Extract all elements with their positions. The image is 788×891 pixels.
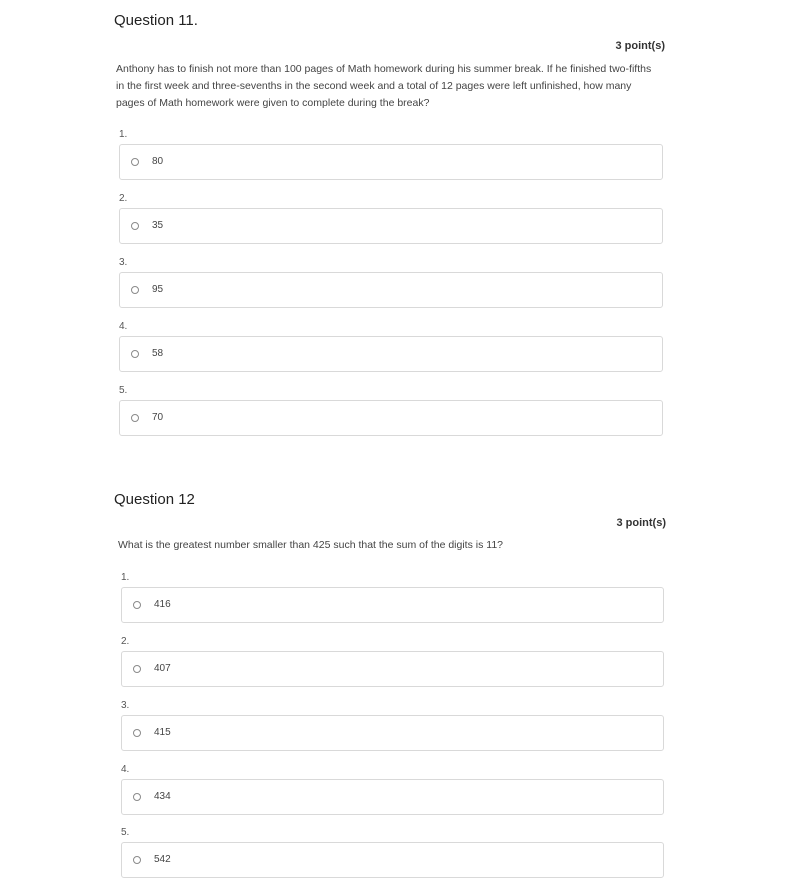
option-number: 1. [119, 129, 128, 140]
option-label: 70 [152, 412, 164, 423]
answer-option-3[interactable] [121, 715, 664, 751]
answer-option-5[interactable] [121, 842, 664, 878]
answer-option-1[interactable] [121, 587, 664, 623]
question-title: Question 12 [114, 491, 195, 508]
answer-option-1[interactable] [119, 144, 663, 180]
radio-button[interactable] [133, 793, 141, 801]
answer-option-3[interactable] [119, 272, 663, 308]
answer-option-5[interactable] [119, 400, 663, 436]
question-title: Question 11. [114, 12, 198, 29]
option-label: 415 [154, 727, 171, 738]
answer-option-4[interactable] [121, 779, 664, 815]
radio-button[interactable] [131, 414, 139, 422]
radio-button[interactable] [133, 601, 141, 609]
radio-button[interactable] [133, 729, 141, 737]
option-label: 407 [154, 663, 171, 674]
option-number: 4. [119, 321, 128, 332]
question-text: Anthony has to finish not more than 100 pages of Math homework during his summer break. If he finished two-fifths in the first week and three-sevenths in the second week and a total of 12 pages were left unfinished, how many pages of Math homework were given to complete during the break? [116, 63, 652, 109]
option-number: 4. [121, 764, 130, 775]
points-badge: 3 point(s) [616, 517, 666, 529]
option-number: 2. [121, 636, 130, 647]
radio-button[interactable] [131, 350, 139, 358]
option-label: 434 [154, 791, 171, 802]
answer-option-2[interactable] [121, 651, 664, 687]
answer-option-2[interactable] [119, 208, 663, 244]
option-label: 416 [154, 599, 171, 610]
option-number: 3. [121, 700, 130, 711]
radio-button[interactable] [131, 222, 139, 230]
option-number: 2. [119, 193, 128, 204]
radio-button[interactable] [133, 665, 141, 673]
radio-button[interactable] [131, 158, 139, 166]
option-label: 95 [152, 284, 164, 295]
option-label: 58 [152, 348, 164, 359]
option-label: 542 [154, 854, 171, 865]
option-number: 1. [121, 572, 130, 583]
question-text: What is the greatest number smaller than 425 such that the sum of the digits is 11? [118, 539, 504, 551]
radio-button[interactable] [133, 856, 141, 864]
option-label: 80 [152, 156, 164, 167]
radio-button[interactable] [131, 286, 139, 294]
option-label: 35 [152, 220, 164, 231]
option-number: 5. [119, 385, 128, 396]
option-number: 5. [121, 827, 130, 838]
option-number: 3. [119, 257, 128, 268]
answer-option-4[interactable] [119, 336, 663, 372]
points-badge: 3 point(s) [615, 40, 665, 52]
